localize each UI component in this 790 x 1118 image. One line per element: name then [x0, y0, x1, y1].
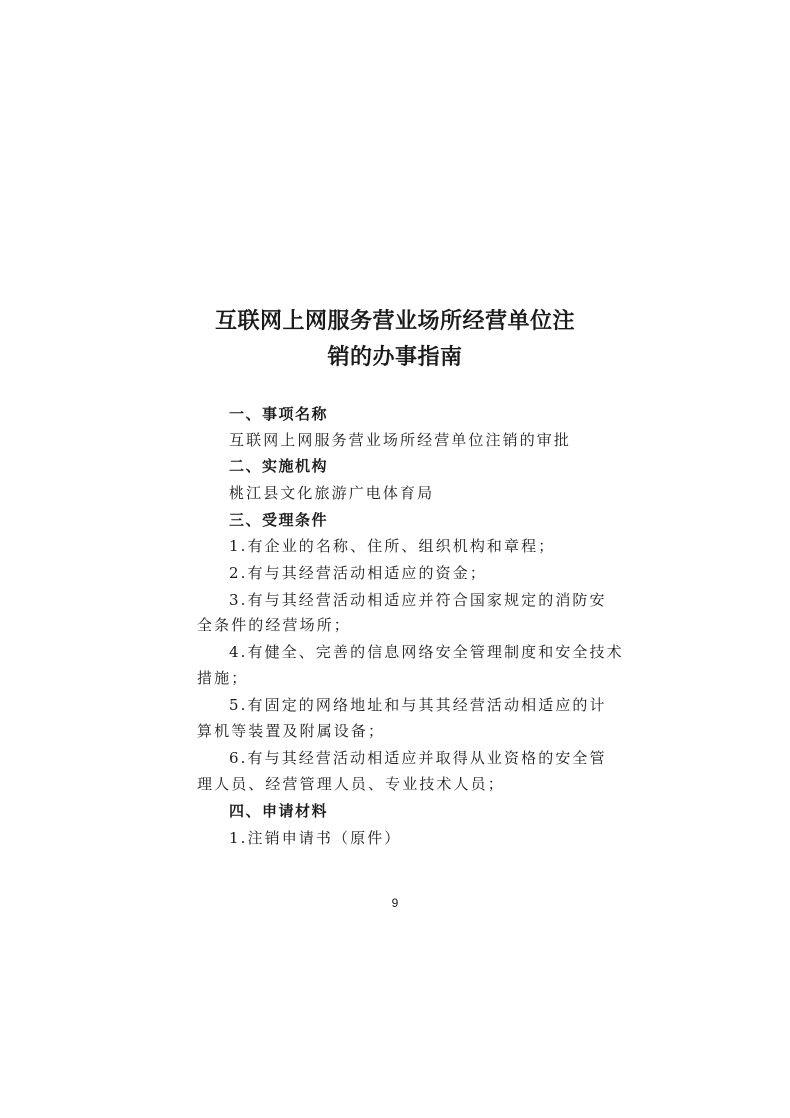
material-1: 1.注销申请书（原件） — [229, 829, 402, 847]
item-name-text: 互联网上网服务营业场所经营单位注销的审批 — [229, 431, 572, 449]
section-heading-conditions: 三、受理条件 — [229, 511, 329, 529]
condition-2: 2.有与其经营活动相适应的资金； — [229, 564, 487, 582]
section-heading-item-name: 一、事项名称 — [229, 405, 329, 423]
condition-6-line-1: 6.有与其经营活动相适应并取得从业资格的安全管 — [229, 749, 607, 767]
document-title-line-1: 互联网上网服务营业场所经营单位注 — [214, 308, 575, 334]
document-title-line-2: 销的办事指南 — [327, 344, 463, 370]
agency-text: 桃江县文化旅游广电体育局 — [229, 484, 435, 502]
condition-4-line-2: 措施； — [197, 669, 249, 687]
condition-5-line-2: 算机等装置及附属设备； — [197, 722, 386, 740]
condition-3-line-1: 3.有与其经营活动相适应并符合国家规定的消防安 — [229, 591, 607, 609]
condition-6-line-2: 理人员、经营管理人员、专业技术人员； — [197, 775, 505, 793]
condition-5-line-1: 5.有固定的网络地址和与其其经营活动相适应的计 — [229, 696, 607, 714]
section-heading-agency: 二、实施机构 — [229, 457, 329, 475]
page-number: 9 — [391, 896, 399, 910]
condition-3-line-2: 全条件的经营场所； — [197, 616, 351, 634]
section-heading-materials: 四、申请材料 — [229, 802, 329, 820]
condition-4-line-1: 4.有健全、完善的信息网络安全管理制度和安全技术 — [229, 643, 624, 661]
condition-1: 1.有企业的名称、住所、组织机构和章程； — [229, 537, 556, 555]
